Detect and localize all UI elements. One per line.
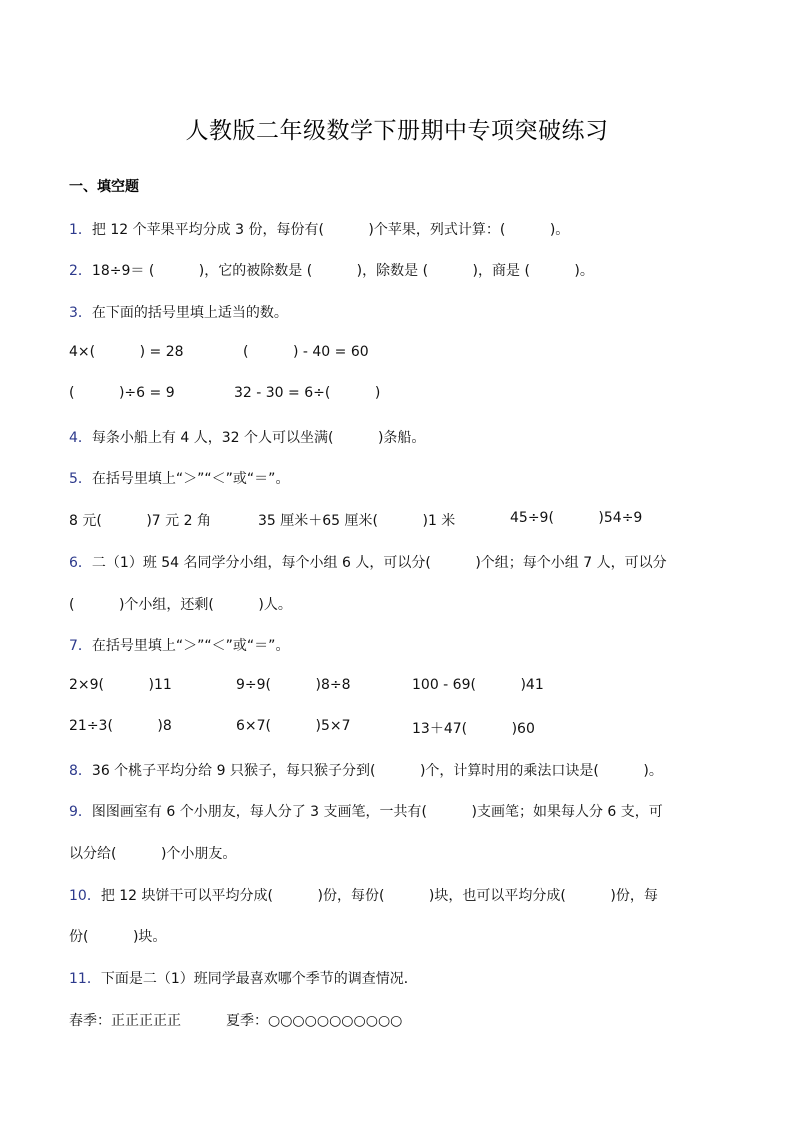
survey-spring: 春季：正正正正正 [69,1013,181,1029]
q5-item-2: 35 厘米＋65 厘米( )1 米 [258,513,456,529]
question-number: 9． [69,804,92,820]
q3-item-2: ( ) - 40 = 60 [243,344,369,360]
q3-item-3: ( )÷6 = 9 [69,385,175,401]
q5-item-1: 8 元( )7 元 2 角 [69,513,211,529]
question-number: 1． [69,222,92,238]
q7-item-6: 13＋47( )60 [412,721,535,737]
question-text: 36 个桃子平均分给 9 只猴子，每只猴子分到( )个，计算时用的乘法口诀是( )。 [91,763,663,779]
q7-item-2: 9÷9( )8÷8 [236,677,351,693]
question-number: 6． [69,555,92,571]
survey-summer: 夏季：○○○○○○○○○○○ [226,1013,403,1029]
question-text: 18÷9＝ ( )，它的被除数是 ( )，除数是 ( )，商是 ( )。 [91,263,594,279]
question-text: 在括号里填上“＞”“＜”或“＝”。 [91,638,290,654]
question-text: 把 12 个苹果平均分成 3 份，每份有( )个苹果，列式计算：( )。 [91,222,570,238]
question-8 [69,760,663,780]
question-text: 把 12 块饼干可以平均分成( )份，每份( )块，也可以平均分成( )份，每 [100,888,658,904]
question-11 [69,968,418,988]
question-text: 下面是二（1）班同学最喜欢哪个季节的调查情况． [100,971,418,987]
document-title: 人教版二年级数学下册期中专项突破练习 [185,118,609,144]
question-number: 3． [69,305,92,321]
question-text: 在下面的括号里填上适当的数。 [91,305,288,321]
question-6-line-1 [69,552,667,572]
question-number: 5． [69,471,92,487]
q3-item-4: 32 - 30 = 6÷( ) [234,385,381,401]
question-9-line-1 [69,801,663,821]
question-number: 8． [69,763,92,779]
question-2 [69,260,594,280]
q5-item-3: 45÷9( )54÷9 [510,510,643,526]
question-number: 7． [69,638,92,654]
question-number: 2． [69,263,92,279]
question-9-line-2: 以分给( )个小朋友。 [69,846,237,862]
question-3 [69,302,288,322]
q3-item-1: 4×( ) = 28 [69,344,184,360]
question-number: 4． [69,430,92,446]
question-6-line-2: ( )个小组，还剩( )人。 [69,597,292,613]
question-7 [69,635,289,655]
q7-item-5: 6×7( )5×7 [236,718,351,734]
question-text: 二（1）班 54 名同学分小组，每个小组 6 人，可以分( )个组；每个小组 7 人，可以分 [91,555,667,571]
question-text: 图图画室有 6 个小朋友，每人分了 3 支画笔，一共有( )支画笔；如果每人分 6 支，可 [91,804,663,820]
section-heading: 一、填空题 [69,179,139,195]
q7-item-1: 2×9( )11 [69,677,172,693]
q7-item-3: 100 - 69( )41 [412,677,544,693]
question-number: 11． [69,971,101,987]
question-text: 在括号里填上“＞”“＜”或“＝”。 [91,471,290,487]
question-text: 每条小船上有 4 人，32 个人可以坐满( )条船。 [91,430,426,446]
question-10-line-2: 份( )块。 [69,929,167,945]
question-10-line-1 [69,885,658,905]
question-number: 10． [69,888,101,904]
question-1 [69,219,569,239]
question-4 [69,427,425,447]
q7-item-4: 21÷3( )8 [69,718,172,734]
question-5 [69,468,289,488]
